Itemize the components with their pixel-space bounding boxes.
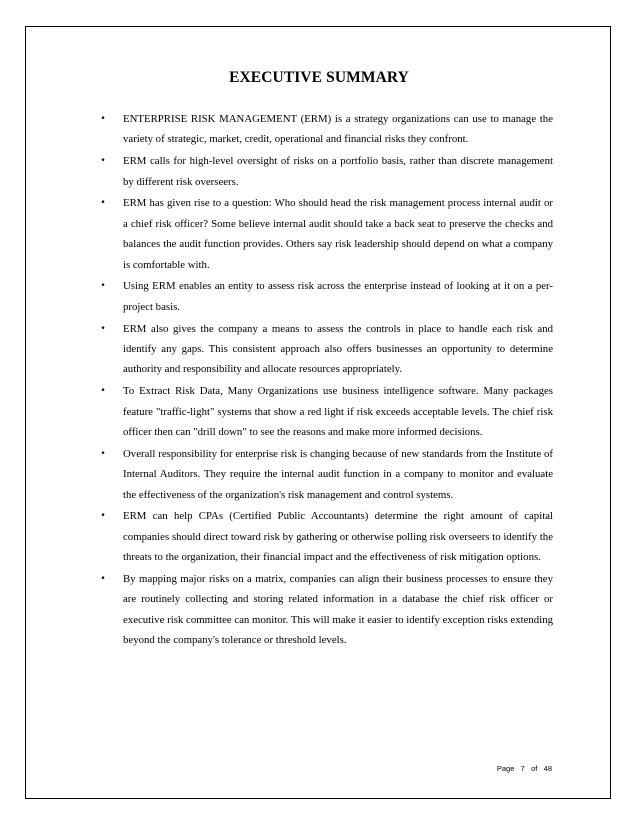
list-item-text: ERM also gives the company a means to assess the controls in place to handle each risk and identify any gaps. This consistent approach also offers businesses an opportunity to determine authority and responsibility and allocate resources appropriately. (123, 322, 553, 376)
page-title: EXECUTIVE SUMMARY (229, 69, 409, 86)
bullet-icon: • (100, 448, 106, 459)
list-item-text: ENTERPRISE RISK MANAGEMENT (ERM) is a strategy organizations can use to manage the variety of strategic, market, credit, operational and financial risks they confront. (123, 113, 553, 146)
list-item-text: ERM has given rise to a question: Who should head the risk management process internal audit or a chief risk officer? Some believe internal audit should take a back seat to preserve the checks and balances the audit function provides. Others say risk leadership should depend on what a company is comfortable with. (123, 197, 553, 271)
bullet-icon: • (100, 574, 106, 585)
total-pages: 48 (543, 764, 552, 773)
list-item-text: ERM can help CPAs (Certified Public Accountants) determine the right amount of capital companies should direct toward risk by gathering or otherwise polling risk overseers to identify the threats to the organization, their financial impact and the effectiveness of risk mitigation options. (123, 510, 553, 564)
list-item (98, 193, 553, 275)
page-footer (497, 764, 552, 773)
bullet-icon: • (100, 281, 106, 292)
of-word: of (531, 764, 538, 773)
list-item (98, 444, 553, 505)
list-item (98, 319, 553, 380)
list-item (98, 276, 553, 317)
bullet-icon: • (100, 323, 106, 334)
bullet-icon: • (100, 386, 106, 397)
list-item (98, 109, 553, 150)
bullet-icon: • (100, 156, 106, 167)
bullet-icon: • (100, 114, 106, 124)
list-item (98, 506, 553, 567)
list-item-text: ERM calls for high-level oversight of risks on a portfolio basis, rather than discrete management by different risk overseers. (123, 155, 553, 188)
list-item (98, 569, 553, 651)
list-item-text: To Extract Risk Data, Many Organizations use business intelligence software. Many packages feature "traffic-light" systems that show a red light if risk exceeds acceptable levels. The chief risk officer then can "drill down" to see the reasons and make more informed decisions. (123, 385, 553, 439)
bullet-list (98, 109, 553, 652)
list-item (98, 151, 553, 192)
list-item-text: By mapping major risks on a matrix, companies can align their business processes to ensure they are routinely collecting and storing related information in a database the chief risk officer or executive risk committee can monitor. This will make it easier to identify exception risks extending beyond the company's tolerance or threshold levels. (123, 573, 553, 647)
bullet-icon: • (100, 511, 106, 522)
list-item-text: Using ERM enables an entity to assess risk across the enterprise instead of looking at it on a per-project basis. (123, 280, 553, 313)
page-word: Page (496, 764, 515, 773)
list-item (98, 381, 553, 442)
bullet-icon: • (100, 198, 106, 209)
list-item-text: Overall responsibility for enterprise risk is changing because of new standards from the Institute of Internal Auditors. They require the internal audit function in a company to monitor and evaluate the effectiveness of the organization's risk management and control systems. (123, 447, 553, 501)
page-number: 7 (520, 764, 525, 773)
